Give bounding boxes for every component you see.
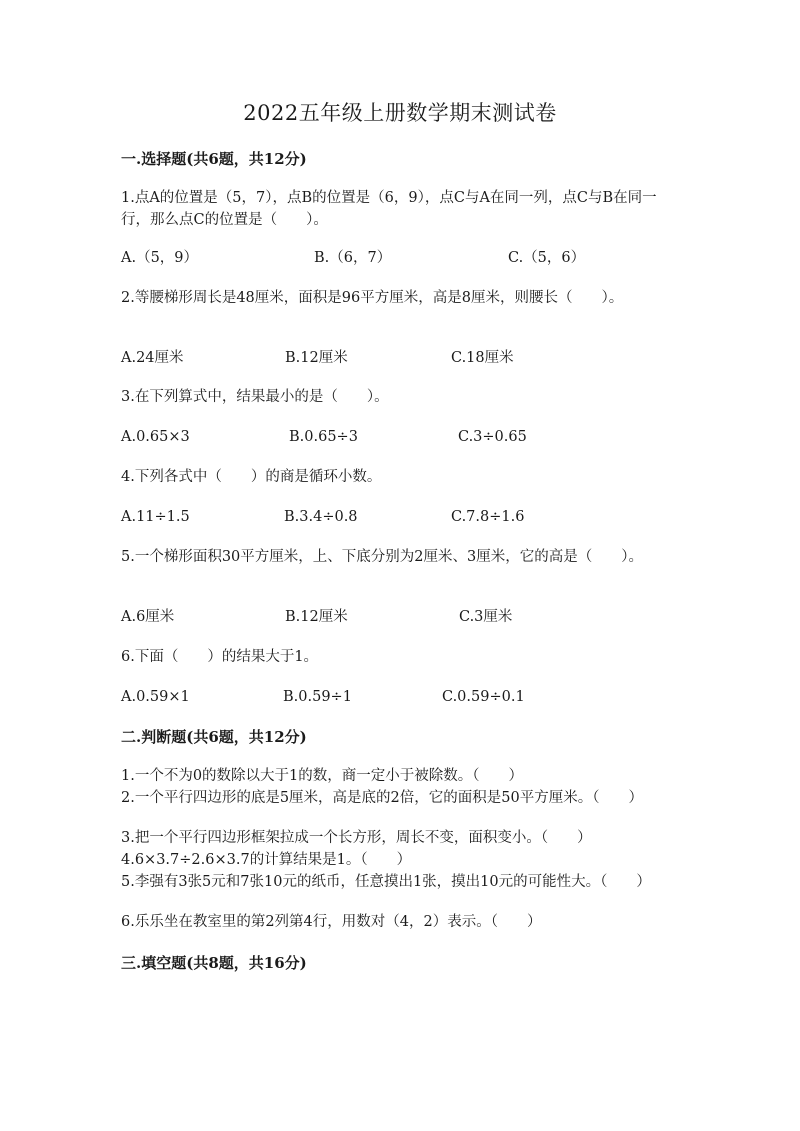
- option-c: C.0.59÷0.1: [442, 689, 525, 705]
- option-b: B.（6，7）: [314, 250, 392, 266]
- option-a: A.0.59×1: [121, 689, 190, 705]
- options-q1: [121, 247, 681, 269]
- question-3: 3.在下列算式中，结果最小的是（ ）。: [121, 389, 389, 405]
- option-c: C.7.8÷1.6: [451, 509, 525, 525]
- option-a: A.（5，9）: [121, 250, 199, 266]
- section-heading-fill: 三.填空题(共8题，共16分): [121, 954, 307, 972]
- option-b: B.0.59÷1: [283, 689, 352, 705]
- option-a: A.0.65×3: [121, 429, 190, 445]
- options-q4: [121, 506, 681, 528]
- options-q3: [121, 426, 681, 448]
- option-b: B.0.65÷3: [289, 429, 358, 445]
- options-q6: [121, 686, 681, 708]
- judge-item-1: 1.一个不为0的数除以大于1的数，商一定小于被除数。（ ）: [121, 768, 524, 784]
- judge-item-2: 2.一个平行四边形的底是5厘米，高是底的2倍，它的面积是50平方厘米。（ ）: [121, 790, 643, 806]
- options-q5: [121, 606, 681, 628]
- section-heading-choice: 一.选择题(共6题，共12分): [121, 150, 307, 168]
- option-c: C.3厘米: [459, 609, 513, 625]
- option-c: C.18厘米: [451, 350, 514, 366]
- options-q2: [121, 347, 681, 369]
- question-2: 2.等腰梯形周长是48厘米，面积是96平方厘米，高是8厘米，则腰长（ ）。: [121, 290, 624, 306]
- question-4: 4.下列各式中（ ）的商是循环小数。: [121, 469, 382, 485]
- option-b: B.12厘米: [285, 609, 348, 625]
- option-c: C.3÷0.65: [458, 429, 527, 445]
- option-b: B.3.4÷0.8: [284, 509, 358, 525]
- option-c: C.（5，6）: [508, 250, 586, 266]
- question-5: 5.一个梯形面积30平方厘米，上、下底分别为2厘米、3厘米，它的高是（ ）。: [121, 549, 643, 565]
- judge-item-5: 5.李强有3张5元和7张10元的纸币，任意摸出1张，摸出10元的可能性大。（ ）: [121, 874, 651, 890]
- option-b: B.12厘米: [285, 350, 348, 366]
- option-a: A.11÷1.5: [121, 509, 190, 525]
- option-a: A.24厘米: [121, 350, 184, 366]
- question-1: 1.点A的位置是（5，7），点B的位置是（6，9），点C与A在同一列，点C与B在同一行，那么点C的位置是（ ）。: [121, 190, 657, 228]
- option-a: A.6厘米: [121, 609, 175, 625]
- judge-item-4: 4.6×3.7÷2.6×3.7的计算结果是1。（ ）: [121, 852, 412, 868]
- exam-title: 2022五年级上册数学期末测试卷: [243, 101, 557, 125]
- judge-item-6: 6.乐乐坐在教室里的第2列第4行，用数对（4，2）表示。（ ）: [121, 914, 542, 930]
- section-heading-judge: 二.判断题(共6题，共12分): [121, 728, 307, 746]
- judge-item-3: 3.把一个平行四边形框架拉成一个长方形，周长不变，面积变小。（ ）: [121, 830, 592, 846]
- question-6: 6.下面（ ）的结果大于1。: [121, 649, 319, 665]
